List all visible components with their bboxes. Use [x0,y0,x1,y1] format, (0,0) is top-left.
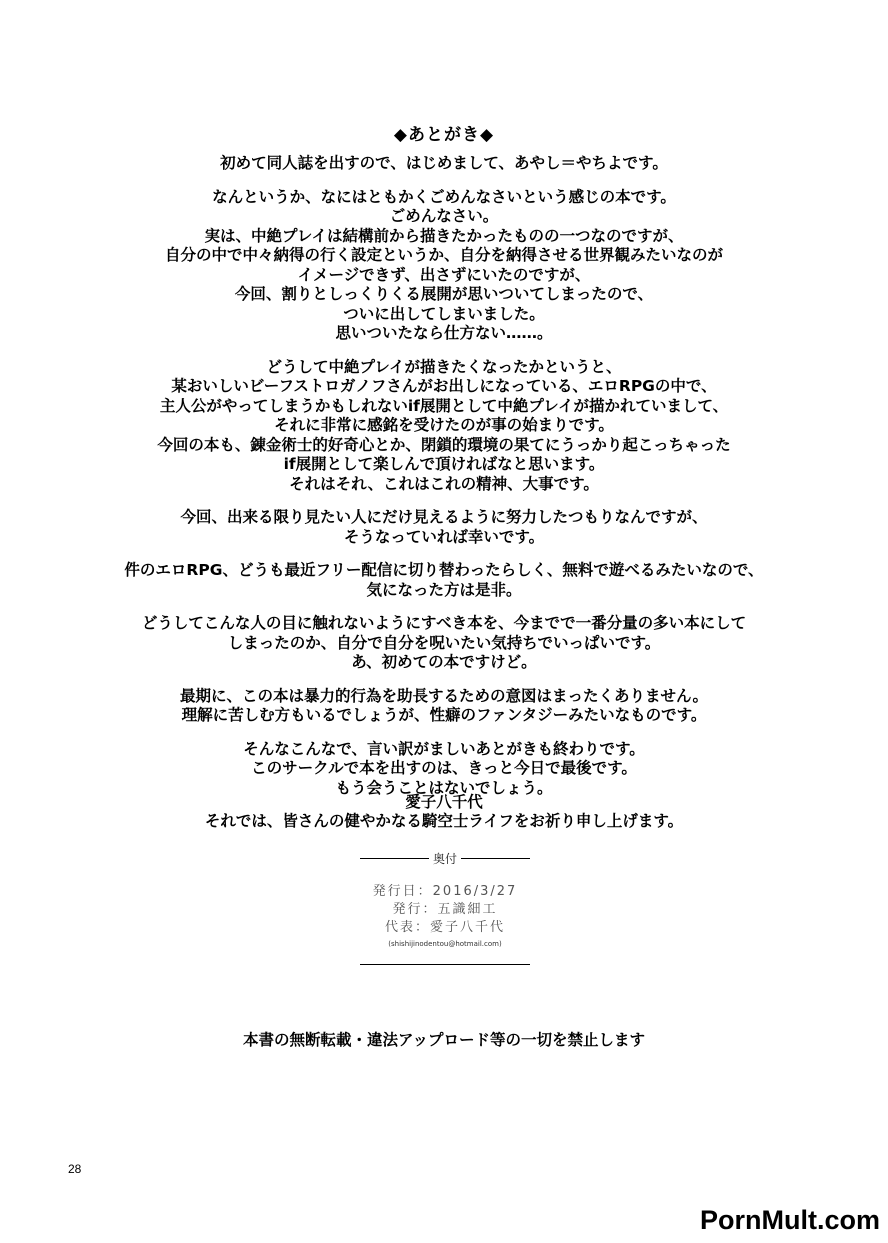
author-signature: 愛子八千代 [405,793,483,811]
text-line: 件のエロRPG、どうも最近フリー配信に切り替わったらしく、無料で遊べるみたいなので、 [124,561,764,579]
text-line: 最期に、この本は暴力的行為を助長するための意図はまったくありません。 [180,686,708,705]
text-line: 今回、割りとしっくりくる展開が思いついてしまったので、 [234,285,654,303]
paragraph [0,508,888,547]
publication-date: 発行日：2016/3/27 [372,884,518,899]
text-line: そうなっていれば幸いです。 [343,527,545,546]
paragraph [0,154,888,174]
divider [360,964,530,965]
text-line: しまったのか、自分で自分を呪いたい気持ちでいっぱいです。 [227,633,661,652]
paragraph [0,188,888,344]
text-line: 気になった方は是非。 [366,580,522,599]
colophon [360,850,530,965]
paragraph [0,812,888,832]
page-number: 28 [68,1162,82,1176]
text-line: このサークルで本を出すのは、きっと今日で最後です。 [251,759,637,777]
text-line: ごめんなさい。 [389,207,499,225]
text-line: 理解に苦しむ方もいるでしょうが、性癖のファンタジーみたいなものです。 [181,706,707,724]
text-line: そんなこんなで、言い訳がましいあとがきも終わりです。 [243,739,645,758]
text-line: 今回の本も、錬金術士的好奇心とか、閉鎖的環境の果てにうっかり起こっちゃった [157,435,731,454]
text-line: それはそれ、これはこれの精神、大事です。 [289,474,599,493]
text-line: 自分の中で中々納得の行く設定というか、自分を納得させる世界観みたいなのが [164,246,723,264]
divider [360,858,429,859]
text-line: 今回、出来る限り見たい人にだけ見えるように努力したつもりなんですが、 [180,508,708,526]
afterword-title: ◆あとがき◆ [393,125,495,145]
copyright-notice: 本書の無断転載・違法アップロード等の一切を禁止します [243,1031,645,1049]
text-line: なんというか、なにはともかくごめんなさいという感じの本です。 [212,187,676,206]
colophon-header [360,850,530,867]
afterword-body [0,154,888,846]
text-line: どうしてこんな人の目に触れないようにすべき本を、今までで一番分量の多い本にして [141,614,747,632]
paragraph [0,561,888,600]
paragraph [0,358,888,495]
text-line: 初めて同人誌を出すので、はじめまして、あやし＝やちよです。 [220,154,668,172]
text-line: それに非常に感銘を受けたのが事の始まりです。 [274,416,614,434]
paragraph [0,614,888,673]
contact-email: (shishijinodentou@hotmail.com) [388,940,502,948]
publisher: 発行：五識細工 [392,902,498,917]
text-line: 某おいしいビーフストロガノフさんがお出しになっている、エロRPGの中で、 [171,377,717,395]
colophon-title: 奥付 [433,852,458,866]
text-line: 思いついたなら仕方ない……。 [335,324,553,342]
text-line: if展開として楽しんで頂ければなと思います。 [283,455,605,473]
text-line: どうして中絶プレイが描きたくなったかというと、 [266,357,622,376]
divider [461,858,530,859]
text-line: それでは、皆さんの健やかなる騎空士ライフをお祈り申し上げます。 [204,812,684,830]
text-line: ついに出してしまいました。 [343,304,545,323]
text-line: あ、初めての本ですけど。 [351,653,537,671]
text-line: イメージできず、出さずにいたのですが、 [297,265,591,284]
representative: 代表：愛子八千代 [384,920,505,935]
text-line: 主人公がやってしまうかもしれないif展開として中絶プレイが描かれていまして、 [159,396,729,415]
paragraph [0,687,888,726]
text-line: もう会うことはないでしょう。 [335,778,553,797]
text-line: 実は、中絶プレイは結構前から描きたかったものの一つなのですが、 [204,226,684,245]
watermark-logo: PornMult.com [694,1203,886,1238]
